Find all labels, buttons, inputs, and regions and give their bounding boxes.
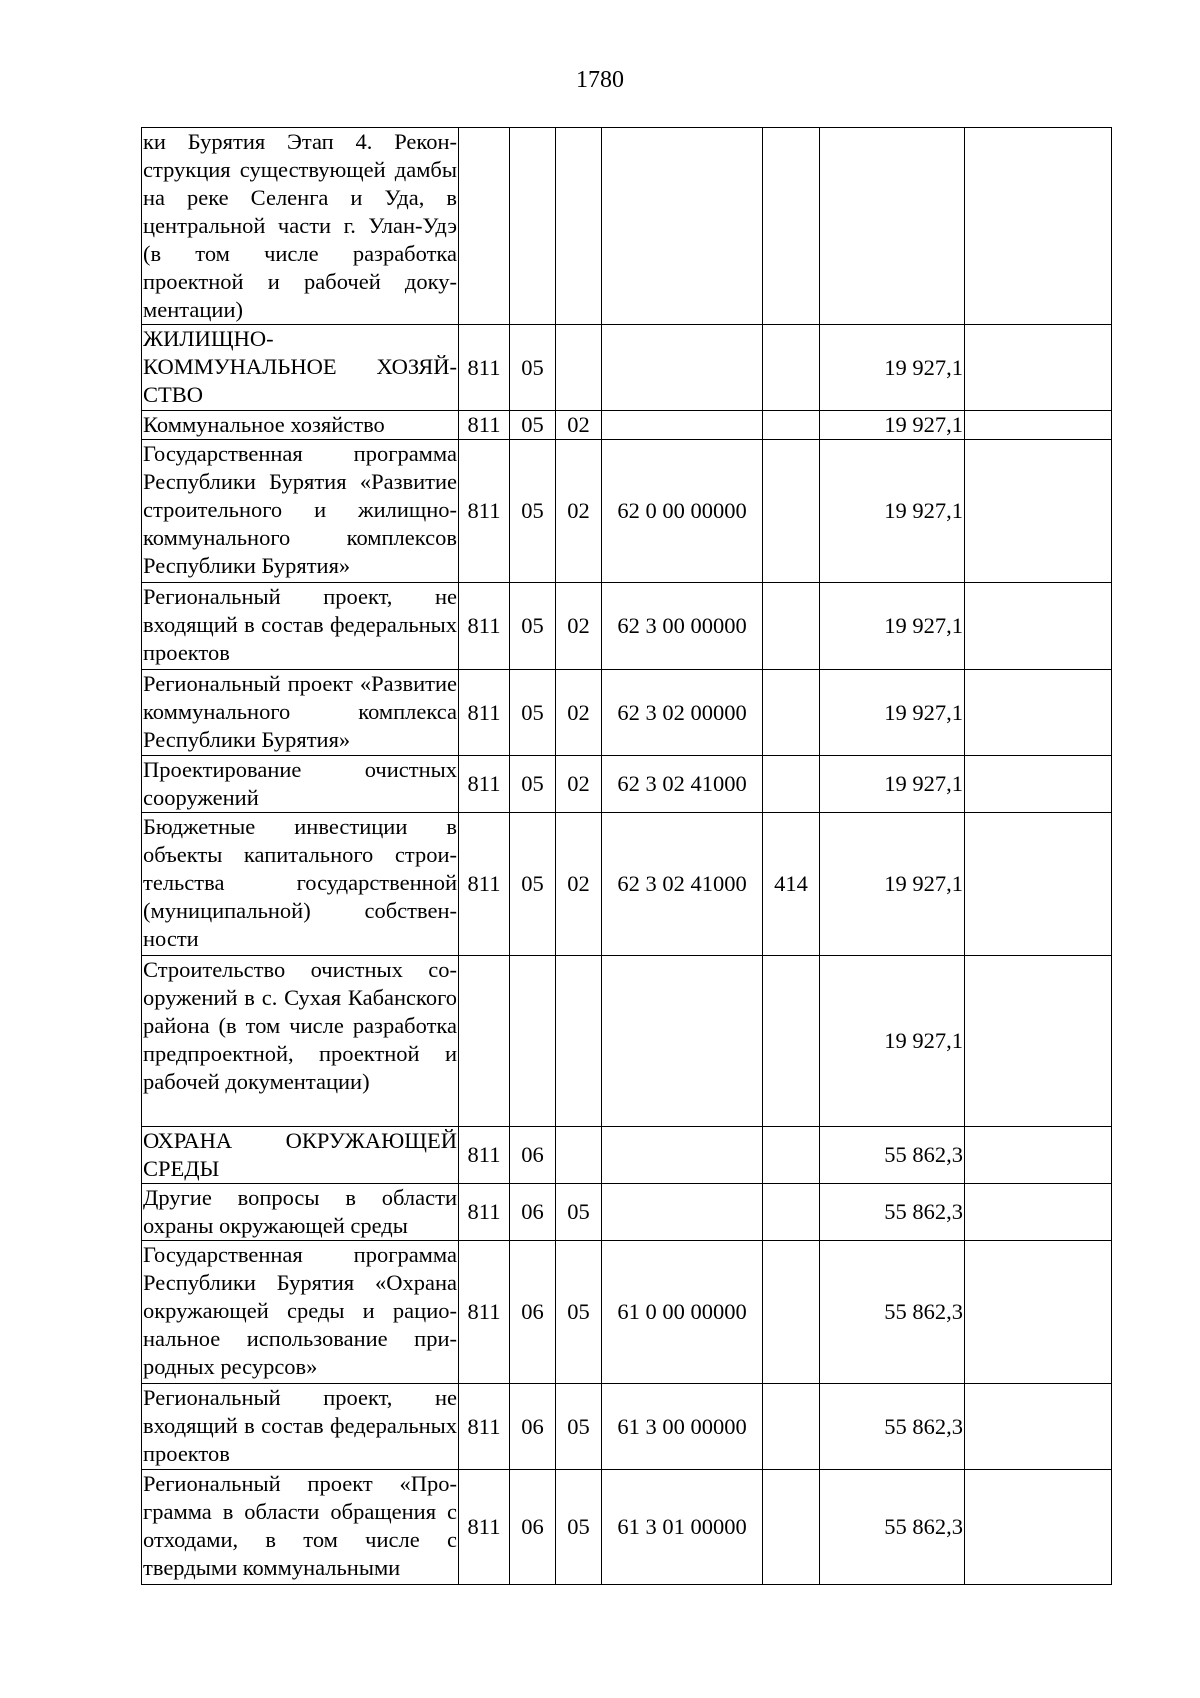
expense-type-cell [763,1384,820,1470]
subsection-code-cell: 02 [556,670,602,756]
expense-type-cell [763,1241,820,1384]
target-article-cell: 61 3 01 00000 [602,1470,763,1585]
subsection-code-cell [556,128,602,325]
item-name-cell: ки Бурятия Этап 4. Реконструкция существующей дамбы на реке Селенга и Уда, в центральной части г. Улан-Удэ (в том числе разработка проектной и рабочей документации) [142,128,459,325]
target-article-cell [602,1184,763,1241]
table-row [142,956,1112,1127]
admin-code-cell: 811 [459,670,510,756]
table-row [142,128,1112,325]
empty-cell [965,440,1112,583]
section-code-cell: 05 [510,756,556,813]
section-code-cell: 05 [510,813,556,956]
item-name-cell: Государственная программа Республики Бурятия «Развитие строительного и жилищно-коммунального комплексов Республики Бурятия» [142,440,459,583]
section-code-cell [510,956,556,1127]
subsection-code-cell: 02 [556,813,602,956]
item-name-cell: Бюджетные инвестиции в объекты капитального строительства государственной (муниципальной) собственности [142,813,459,956]
empty-cell [965,813,1112,956]
target-article-cell: 62 3 00 00000 [602,583,763,670]
section-code-cell: 06 [510,1384,556,1470]
table-row [142,670,1112,756]
expense-type-cell [763,670,820,756]
target-article-cell [602,956,763,1127]
target-article-cell: 61 3 00 00000 [602,1384,763,1470]
section-code-cell: 05 [510,325,556,411]
admin-code-cell: 811 [459,1470,510,1585]
admin-code-cell: 811 [459,813,510,956]
section-code-cell: 06 [510,1470,556,1585]
section-code-cell: 05 [510,583,556,670]
item-name-cell: Региональный проект, не входящий в состав федеральных проектов [142,583,459,670]
admin-code-cell [459,956,510,1127]
table-row [142,1184,1112,1241]
admin-code-cell: 811 [459,325,510,411]
target-article-cell [602,411,763,440]
item-name-cell: ЖИЛИЩНО-КОММУНАЛЬНОЕ ХОЗЯЙСТВО [142,325,459,411]
section-code-cell: 06 [510,1127,556,1184]
budget-table-body [142,128,1112,1585]
subsection-code-cell: 05 [556,1384,602,1470]
expense-type-cell [763,1184,820,1241]
budget-table [141,127,1112,1585]
section-code-cell: 05 [510,440,556,583]
empty-cell [965,670,1112,756]
target-article-cell [602,325,763,411]
section-code-cell: 06 [510,1184,556,1241]
amount-cell: 55 862,3 [820,1241,965,1384]
amount-cell: 19 927,1 [820,756,965,813]
amount-cell: 55 862,3 [820,1184,965,1241]
empty-cell [965,325,1112,411]
empty-cell [965,1470,1112,1585]
expense-type-cell [763,440,820,583]
empty-cell [965,128,1112,325]
amount-cell: 19 927,1 [820,440,965,583]
expense-type-cell [763,325,820,411]
item-name-cell: ОХРАНА ОКРУЖАЮЩЕЙ СРЕДЫ [142,1127,459,1184]
amount-cell [820,128,965,325]
subsection-code-cell: 02 [556,440,602,583]
amount-cell: 19 927,1 [820,325,965,411]
expense-type-cell [763,411,820,440]
amount-cell: 19 927,1 [820,956,965,1127]
empty-cell [965,411,1112,440]
expense-type-cell: 414 [763,813,820,956]
admin-code-cell: 811 [459,583,510,670]
table-row [142,411,1112,440]
table-row [142,583,1112,670]
admin-code-cell: 811 [459,1384,510,1470]
target-article-cell [602,128,763,325]
empty-cell [965,1241,1112,1384]
amount-cell: 55 862,3 [820,1127,965,1184]
expense-type-cell [763,956,820,1127]
target-article-cell: 62 3 02 41000 [602,813,763,956]
admin-code-cell: 811 [459,756,510,813]
item-name-cell: Проектирование очистных сооружений [142,756,459,813]
table-row [142,1241,1112,1384]
subsection-code-cell [556,1127,602,1184]
table-row [142,756,1112,813]
page-number: 1780 [576,67,624,93]
item-name-cell: Строительство очистных сооружений в с. Сухая Кабанского района (в том числе разработка предпроектной, проектной и рабочей документации) [142,956,459,1127]
target-article-cell [602,1127,763,1184]
section-code-cell: 05 [510,411,556,440]
item-name-cell: Государственная программа Республики Бурятия «Охрана окружающей среды и рациональное использование природных ресурсов» [142,1241,459,1384]
table-row [142,1470,1112,1585]
target-article-cell: 61 0 00 00000 [602,1241,763,1384]
subsection-code-cell: 05 [556,1184,602,1241]
subsection-code-cell: 02 [556,756,602,813]
amount-cell: 19 927,1 [820,583,965,670]
subsection-code-cell: 02 [556,583,602,670]
amount-cell: 55 862,3 [820,1384,965,1470]
admin-code-cell: 811 [459,440,510,583]
expense-type-cell [763,583,820,670]
item-name-cell: Коммунальное хозяйство [142,411,459,440]
empty-cell [965,956,1112,1127]
empty-cell [965,583,1112,670]
amount-cell: 19 927,1 [820,411,965,440]
subsection-code-cell: 05 [556,1470,602,1585]
target-article-cell: 62 3 02 41000 [602,756,763,813]
empty-cell [965,1384,1112,1470]
admin-code-cell: 811 [459,1241,510,1384]
section-code-cell: 06 [510,1241,556,1384]
subsection-code-cell [556,956,602,1127]
amount-cell: 55 862,3 [820,1470,965,1585]
expense-type-cell [763,128,820,325]
subsection-code-cell [556,325,602,411]
amount-cell: 19 927,1 [820,813,965,956]
empty-cell [965,756,1112,813]
section-code-cell: 05 [510,670,556,756]
empty-cell [965,1184,1112,1241]
section-code-cell [510,128,556,325]
expense-type-cell [763,756,820,813]
target-article-cell: 62 3 02 00000 [602,670,763,756]
item-name-cell: Региональный проект «Программа в области обращения с отходами, в том числе с твердыми коммунальными [142,1470,459,1585]
empty-cell [965,1127,1112,1184]
table-row [142,1384,1112,1470]
table-row [142,813,1112,956]
expense-type-cell [763,1470,820,1585]
subsection-code-cell: 05 [556,1241,602,1384]
table-row [142,1127,1112,1184]
expense-type-cell [763,1127,820,1184]
subsection-code-cell: 02 [556,411,602,440]
table-row [142,325,1112,411]
item-name-cell: Региональный проект «Развитие коммунального комплекса Республики Бурятия» [142,670,459,756]
item-name-cell: Другие вопросы в области охраны окружающей среды [142,1184,459,1241]
admin-code-cell: 811 [459,1127,510,1184]
admin-code-cell [459,128,510,325]
target-article-cell: 62 0 00 00000 [602,440,763,583]
admin-code-cell: 811 [459,1184,510,1241]
admin-code-cell: 811 [459,411,510,440]
item-name-cell: Региональный проект, не входящий в состав федеральных проектов [142,1384,459,1470]
amount-cell: 19 927,1 [820,670,965,756]
table-row [142,440,1112,583]
